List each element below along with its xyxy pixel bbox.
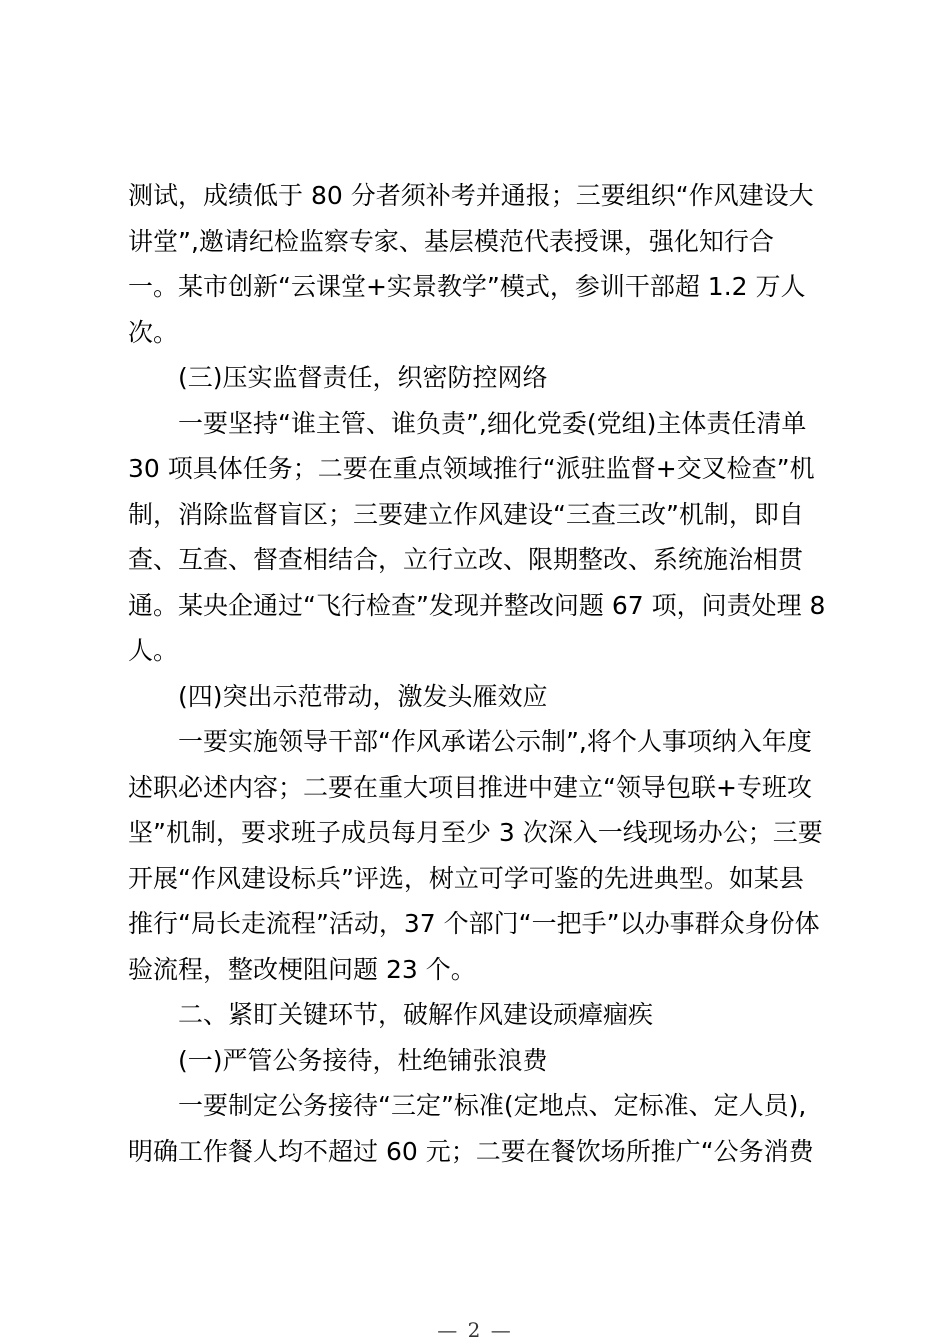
text-line: 一要坚持“谁主管、谁负责”,细化党委(党组)主体责任清单 (178, 408, 807, 438)
text-line: 制，消除监督盲区；三要建立作风建设“三查三改”机制，即自 (128, 499, 804, 529)
chapter-heading: 二、紧盯关键环节，破解作风建设顽瘴痼疾 (178, 1000, 654, 1029)
text-line: 明确工作餐人均不超过 60 元；二要在餐饮场所推广“公务消费 (128, 1136, 814, 1166)
document-body (128, 173, 828, 1174)
text-line: 验流程，整改梗阻问题 23 个。 (128, 954, 476, 984)
text-line: 人。 (128, 636, 179, 665)
text-line: 讲堂”,邀请纪检监察专家、基层模范代表授课，强化知行合 (128, 226, 774, 256)
text-line: 通。某央企通过“飞行检查”发现并整改问题 67 项，问责处理 8 (128, 590, 826, 620)
section-heading: (一)严管公务接待，杜绝铺张浪费 (178, 1045, 548, 1075)
text-line: 开展“作风建设标兵”评选，树立可学可鉴的先进典型。如某县 (128, 863, 804, 893)
text-line: 述职必述内容；二要在重大项目推进中建立“领导包联+专班攻 (128, 772, 812, 802)
page-number: — 2 — (437, 1318, 513, 1342)
text-line: 推行“局长走流程”活动，37 个部门“一把手”以办事群众身份体 (128, 909, 820, 938)
text-line: 一要实施领导干部“作风承诺公示制”,将个人事项纳入年度 (178, 727, 812, 756)
section-heading: (三)压实监督责任，织密防控网络 (178, 363, 548, 392)
text-line: 一要制定公务接待“三定”标准(定地点、定标准、定人员), (178, 1091, 807, 1120)
text-line: 30 项具体任务；二要在重点领域推行“派驻监督+交叉检查”机 (128, 454, 815, 483)
text-line: 查、互查、督查相结合，立行立改、限期整改、系统施治相贯 (128, 545, 804, 574)
text-line: 坚”机制，要求班子成员每月至少 3 次深入一线现场办公；三要 (128, 818, 823, 847)
text-line: 次。 (128, 317, 179, 347)
section-heading: (四)突出示范带动，激发头雁效应 (178, 681, 548, 711)
text-line: 测试，成绩低于 80 分者须补考并通报；三要组织“作风建设大 (128, 181, 814, 210)
text-line: 一。某市创新“云课堂+实景教学”模式，参训干部超 1.2 万人 (128, 272, 806, 301)
